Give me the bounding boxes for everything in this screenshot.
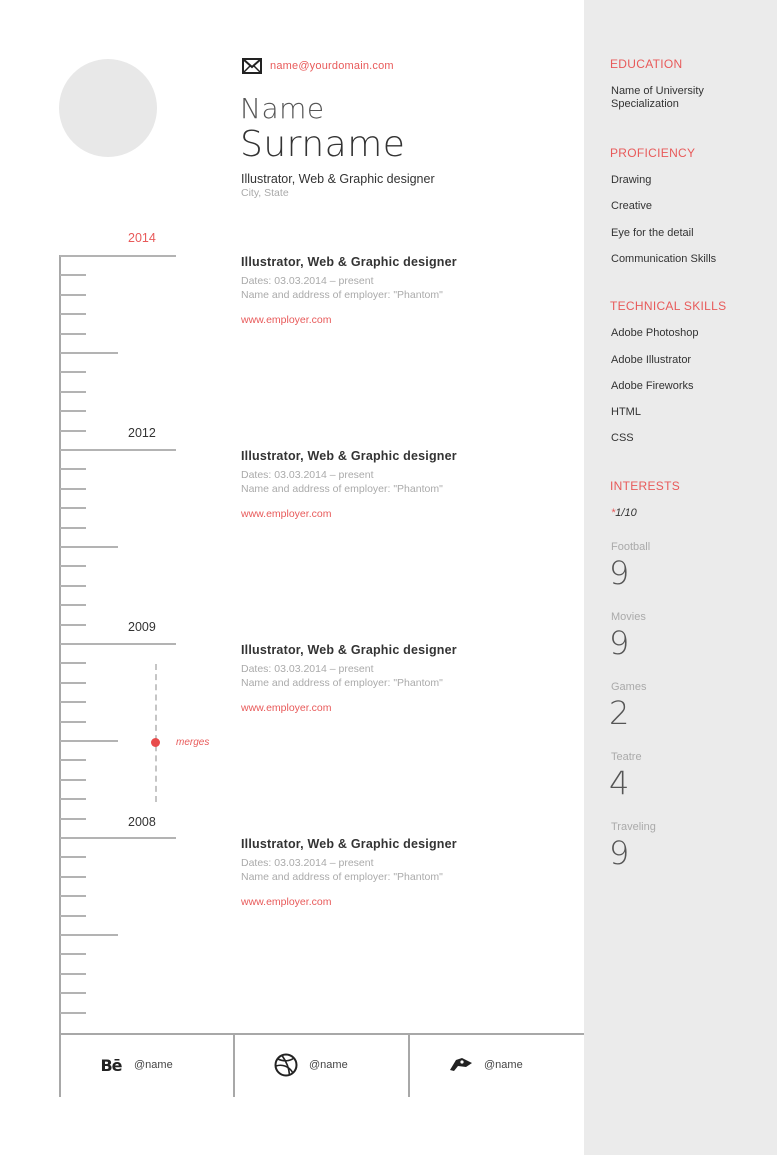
- skill-item: HTML: [611, 406, 641, 418]
- education-heading: EDUCATION: [610, 57, 683, 71]
- ruler-tick: [60, 546, 118, 548]
- timeline-axis: [59, 255, 61, 1097]
- interest-rating: 2: [609, 694, 630, 732]
- interest-rating: 9: [609, 834, 630, 872]
- job-employer: Name and address of employer: "Phantom": [241, 677, 443, 689]
- behance-icon: Bē: [100, 1055, 122, 1075]
- job-title: Illustrator, Web & Graphic designer: [241, 255, 457, 269]
- interest-label: Movies: [611, 611, 646, 623]
- skill-item: Adobe Fireworks: [611, 380, 694, 392]
- ruler-tick: [60, 430, 86, 432]
- ruler-tick: [60, 662, 86, 664]
- job-title: Illustrator, Web & Graphic designer: [241, 837, 457, 851]
- ruler-tick: [60, 934, 118, 936]
- ruler-tick: [60, 1012, 86, 1014]
- job-employer: Name and address of employer: "Phantom": [241, 289, 443, 301]
- interest-rating: 9: [609, 624, 630, 662]
- merge-dashed-line: [155, 664, 157, 802]
- social-behance[interactable]: [98, 1052, 173, 1078]
- year-label: 2008: [128, 815, 156, 829]
- employer-link[interactable]: www.employer.com: [241, 314, 332, 326]
- ruler-tick: [60, 779, 86, 781]
- year-label: 2014: [128, 231, 156, 245]
- employer-link[interactable]: www.employer.com: [241, 508, 332, 520]
- surname: Surname: [240, 124, 406, 165]
- ruler-tick: [60, 488, 86, 490]
- email-contact[interactable]: [242, 58, 394, 74]
- first-name: Name: [240, 92, 325, 125]
- job-dates: Dates: 03.03.2014 – present: [241, 275, 374, 287]
- deviantart-icon: [448, 1052, 474, 1078]
- proficiency-item: Drawing: [611, 174, 652, 186]
- specialization: Specialization: [611, 98, 679, 110]
- scale-text: 1/10: [615, 507, 637, 519]
- location: City, State: [241, 187, 289, 199]
- job-title: Illustrator, Web & Graphic designer: [241, 643, 457, 657]
- interest-rating: 4: [609, 764, 630, 802]
- job-entry: [241, 255, 561, 326]
- ruler-tick: [60, 352, 118, 354]
- dribbble-icon: [273, 1052, 299, 1078]
- proficiency-item: Communication Skills: [611, 253, 717, 265]
- ruler-tick: [60, 507, 86, 509]
- interests-heading: INTERESTS: [610, 479, 681, 493]
- ruler-tick: [60, 410, 86, 412]
- proficiency-heading: PROFICIENCY: [610, 146, 696, 160]
- year-tick: [60, 837, 176, 839]
- job-entry: [241, 643, 561, 714]
- interest-label: Teatre: [611, 751, 642, 763]
- social-handle[interactable]: @name: [134, 1059, 173, 1071]
- scale-star: *: [611, 507, 616, 519]
- year-tick: [60, 255, 176, 257]
- ruler-tick: [60, 371, 86, 373]
- job-dates: Dates: 03.03.2014 – present: [241, 857, 374, 869]
- social-handle[interactable]: @name: [309, 1059, 348, 1071]
- ruler-tick: [60, 856, 86, 858]
- avatar: [59, 59, 157, 157]
- ruler-tick: [60, 468, 86, 470]
- merge-label: merges: [176, 737, 210, 748]
- job-dates: Dates: 03.03.2014 – present: [241, 663, 374, 675]
- footer-separator: [408, 1034, 410, 1097]
- year-tick: [60, 643, 176, 645]
- ruler-tick: [60, 294, 86, 296]
- ruler-tick: [60, 585, 86, 587]
- job-title: Illustrator, Web & Graphic designer: [241, 449, 457, 463]
- ruler-tick: [60, 565, 86, 567]
- footer-divider: [59, 1033, 584, 1035]
- footer-separator: [233, 1034, 235, 1097]
- envelope-icon: [242, 58, 262, 74]
- ruler-tick: [60, 721, 86, 723]
- social-deviantart[interactable]: [448, 1052, 523, 1078]
- interest-rating: 9: [609, 554, 630, 592]
- email-text[interactable]: name@yourdomain.com: [270, 60, 394, 72]
- ruler-tick: [60, 818, 86, 820]
- proficiency-item: Eye for the detail: [611, 227, 694, 239]
- job-role: Illustrator, Web & Graphic designer: [241, 172, 435, 186]
- ruler-tick: [60, 895, 86, 897]
- ruler-tick: [60, 953, 86, 955]
- university-name: Name of University: [611, 85, 704, 97]
- rating-scale: [611, 507, 637, 519]
- job-entry: [241, 449, 561, 520]
- proficiency-item: Creative: [611, 200, 652, 212]
- interest-label: Traveling: [611, 821, 656, 833]
- year-label: 2009: [128, 620, 156, 634]
- job-entry: [241, 837, 561, 908]
- skill-item: Adobe Photoshop: [611, 327, 699, 339]
- interest-label: Football: [611, 541, 651, 553]
- merge-marker: [151, 738, 160, 747]
- interest-label: Games: [611, 681, 647, 693]
- ruler-tick: [60, 798, 86, 800]
- technical-skills-heading: TECHNICAL SKILLS: [610, 299, 727, 313]
- job-employer: Name and address of employer: "Phantom": [241, 871, 443, 883]
- ruler-tick: [60, 274, 86, 276]
- ruler-tick: [60, 740, 118, 742]
- social-handle[interactable]: @name: [484, 1059, 523, 1071]
- ruler-tick: [60, 333, 86, 335]
- ruler-tick: [60, 391, 86, 393]
- ruler-tick: [60, 527, 86, 529]
- ruler-tick: [60, 604, 86, 606]
- ruler-tick: [60, 915, 86, 917]
- ruler-tick: [60, 701, 86, 703]
- job-employer: Name and address of employer: "Phantom": [241, 483, 443, 495]
- ruler-tick: [60, 313, 86, 315]
- year-label: 2012: [128, 426, 156, 440]
- employer-link[interactable]: www.employer.com: [241, 896, 332, 908]
- ruler-tick: [60, 624, 86, 626]
- ruler-tick: [60, 682, 86, 684]
- job-dates: Dates: 03.03.2014 – present: [241, 469, 374, 481]
- ruler-tick: [60, 992, 86, 994]
- social-dribbble[interactable]: [273, 1052, 348, 1078]
- ruler-tick: [60, 759, 86, 761]
- skill-item: Adobe Illustrator: [611, 354, 692, 366]
- ruler-tick: [60, 876, 86, 878]
- ruler-tick: [60, 973, 86, 975]
- employer-link[interactable]: www.employer.com: [241, 702, 332, 714]
- year-tick: [60, 449, 176, 451]
- skill-item: CSS: [611, 432, 634, 444]
